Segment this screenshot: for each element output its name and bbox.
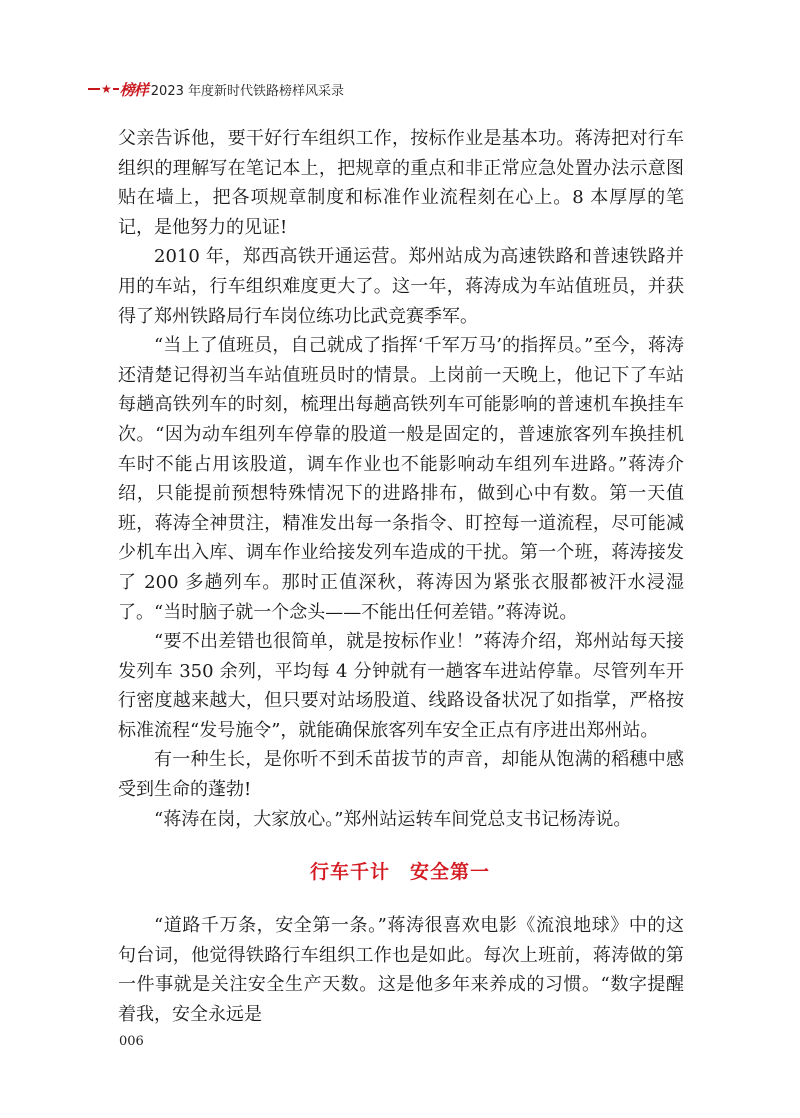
header-title: 2023 年度新时代铁路榜样风采录 [150,83,344,99]
header-rule [88,88,100,90]
running-header [88,78,344,100]
paragraph: “当上了值班员，自己就成了指挥‘千军万马’的指挥员。”至今，蒋涛还清楚记得初当车站值班员时的情景。上岗前一天晚上，他记下了车站每趟高铁列车的时刻，梳理出每趟高铁列车可能影响的普速机车换挂车次。“因为动车组列车停靠的股道一般是固定的，普速旅客列车换挂机车时不能占用该股道，调车作业也不能影响动车组列车进路。”蒋涛介绍，只能提前预想特殊情况下的进路排布，做到心中有数。第一天值班，蒋涛全神贯注，精准发出每一条指令、盯控每一道流程，尽可能减少机车出入库、调车作业给接发列车造成的干扰。第一个班，蒋涛接发了 200 多趟列车。那时正值深秋，蒋涛因为紧张衣服都被汗水浸湿了。“当时脑子就一个念头——不能出任何差错。”蒋涛说。 [118,335,684,623]
paragraph: “蒋涛在岗，大家放心。”郑州站运转车间党总支书记杨涛说。 [154,808,632,830]
page-number: 006 [119,1034,144,1049]
paragraph: 父亲告诉他，要干好行车组织工作，按标作业是基本功。蒋涛把对行车组织的理解写在笔记本上，把规章的重点和非正常应急处置办法示意图贴在墙上，把各项规章制度和标准作业流程刻在心上。8 本厚厚的笔记，是他努力的见证! [118,128,684,238]
header-rule [113,88,119,90]
paragraph: “道路千万条，安全第一条。”蒋涛很喜欢电影《流浪地球》中的这句台词，他觉得铁路行车组织工作也是如此。每次上班前，蒋涛做的第一件事就是关注安全生产天数。这是他多年来养成的习惯。“数字提醒着我，安全永远是 [118,915,684,1025]
paragraph: “要不出差错也很简单，就是按标作业！”蒋涛介绍，郑州站每天接发列车 350 余列，平均每 4 分钟就有一趟客车进站停靠。尽管列车开行密度越来越大，但只要对站场股道、线路设备状况了如指掌，严格按标准流程“发号施令”，就能确保旅客列车安全正点有序进出郑州站。 [118,631,684,741]
paragraph: 有一种生长，是你听不到禾苗拔节的声音，却能从饱满的稻穗中感受到生命的蓬勃! [118,749,684,801]
brand-logo: 榜样 [119,80,148,99]
paragraph: 2010 年，郑西高铁开通运营。郑州站成为高速铁路和普速铁路并用的车站，行车组织难度更大了。这一年，蒋涛成为车站值班员，并获得了郑州铁路局行车岗位练功比武竞赛季军。 [118,246,684,327]
section-heading: 行车千计 安全第一 [309,861,490,883]
body-text [118,124,684,834]
section-body-text [118,911,684,1029]
star-icon: ★ [101,82,112,96]
